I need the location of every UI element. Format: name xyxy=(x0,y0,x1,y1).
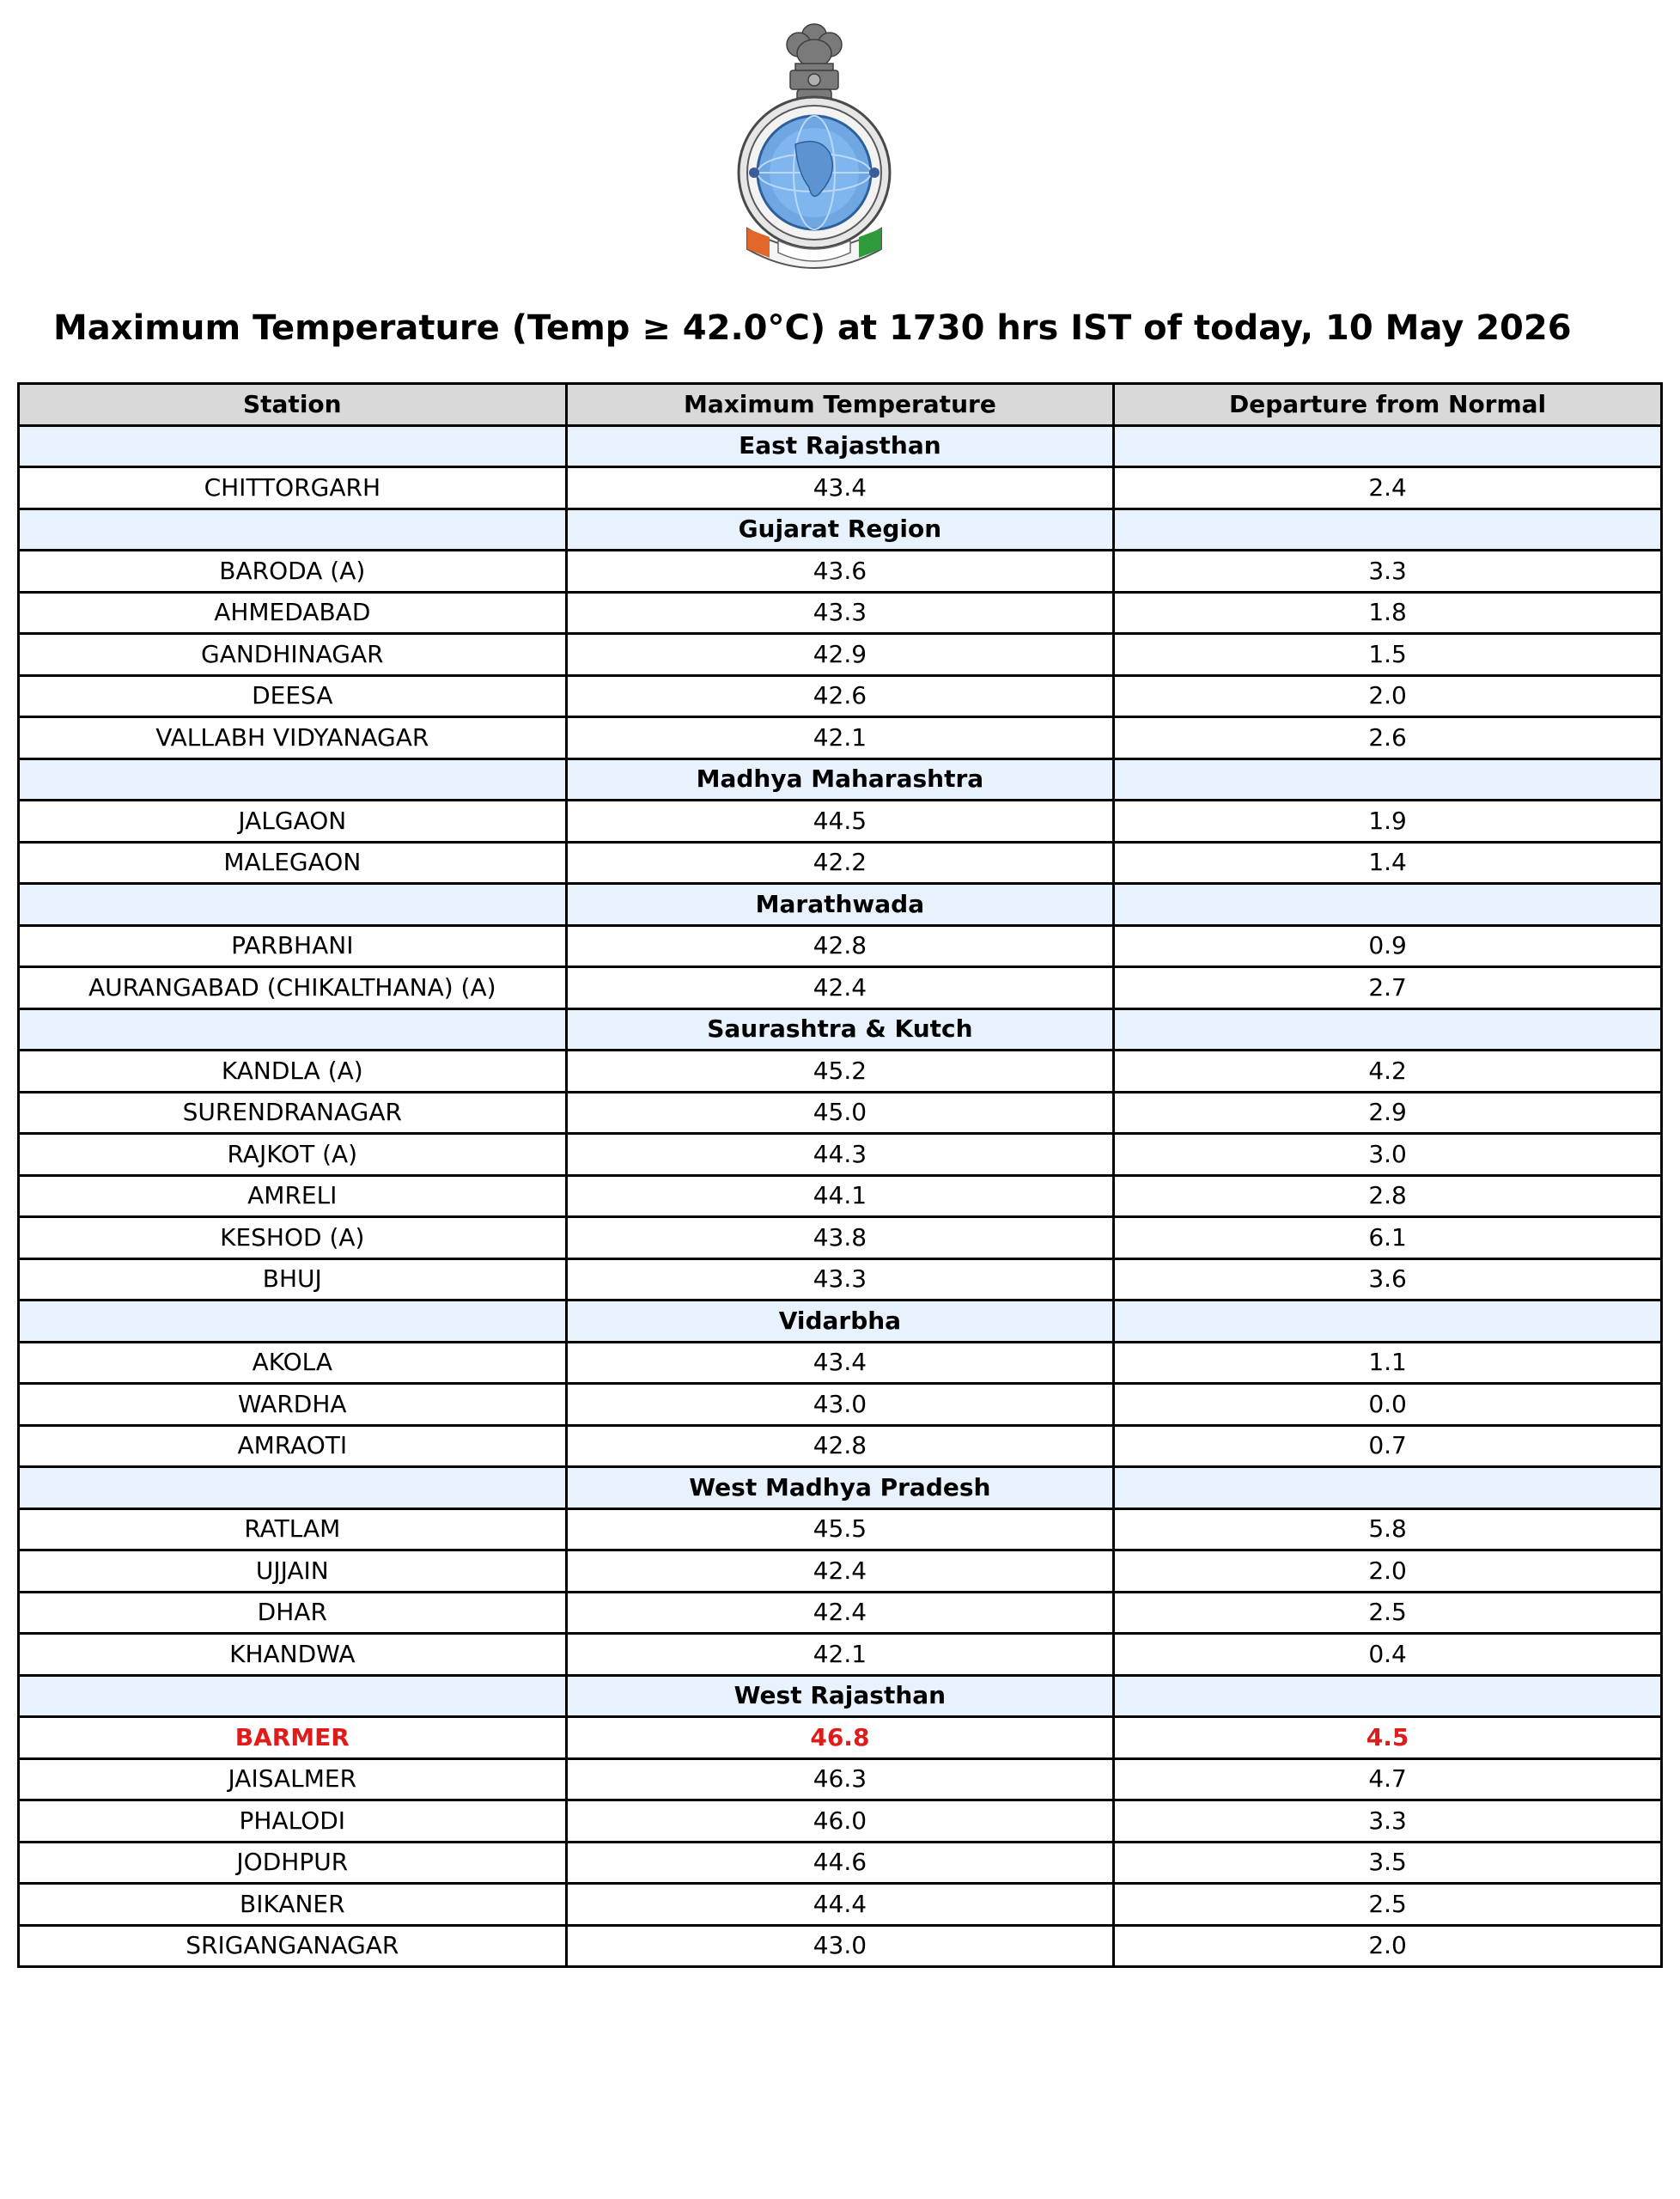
station-cell: AKOLA xyxy=(19,1342,567,1384)
region-cell-empty xyxy=(1114,1467,1662,1509)
region-name: East Rajasthan xyxy=(566,425,1114,467)
region-cell-empty xyxy=(19,425,567,467)
region-cell-empty xyxy=(1114,1008,1662,1051)
region-cell-empty xyxy=(1114,758,1662,801)
max-temperature-cell: 42.1 xyxy=(566,717,1114,759)
station-cell: AMRAOTI xyxy=(19,1425,567,1467)
max-temperature-cell: 43.4 xyxy=(566,1342,1114,1384)
table-row xyxy=(19,1258,1662,1301)
station-cell: JAISALMER xyxy=(19,1758,567,1800)
station-cell: BARODA (A) xyxy=(19,551,567,593)
table-row xyxy=(19,634,1662,676)
departure-cell: 2.9 xyxy=(1114,1092,1662,1134)
table-row xyxy=(19,1717,1662,1759)
region-cell-empty xyxy=(19,1675,567,1717)
station-cell: AHMEDABAD xyxy=(19,592,567,634)
max-temperature-cell: 46.0 xyxy=(566,1800,1114,1843)
station-cell: AURANGABAD (CHIKALTHANA) (A) xyxy=(19,967,567,1009)
region-cell-empty xyxy=(19,1467,567,1509)
imd-emblem-icon xyxy=(735,15,893,270)
page-title: Maximum Temperature (Temp ≥ 42.0°C) at 1730 hrs IST of today, 10 May 2026 xyxy=(53,308,1572,348)
table-row xyxy=(19,1634,1662,1676)
table-row xyxy=(19,1592,1662,1634)
departure-cell: 1.4 xyxy=(1114,842,1662,884)
table-body xyxy=(19,425,1662,1967)
region-name: Saurashtra & Kutch xyxy=(566,1008,1114,1051)
station-cell: KESHOD (A) xyxy=(19,1217,567,1259)
table-row xyxy=(19,842,1662,884)
departure-cell: 2.0 xyxy=(1114,1550,1662,1593)
departure-cell: 0.9 xyxy=(1114,925,1662,967)
max-temperature-cell: 45.2 xyxy=(566,1051,1114,1093)
station-cell: DEESA xyxy=(19,675,567,717)
table-row xyxy=(19,1800,1662,1843)
table-row xyxy=(19,717,1662,759)
max-temperature-cell: 46.8 xyxy=(566,1717,1114,1759)
table-row xyxy=(19,967,1662,1009)
max-temperature-cell: 43.4 xyxy=(566,467,1114,509)
departure-cell: 3.5 xyxy=(1114,1842,1662,1884)
region-cell-empty xyxy=(19,1301,567,1343)
departure-cell: 4.2 xyxy=(1114,1051,1662,1093)
region-cell-empty xyxy=(19,884,567,926)
max-temperature-cell: 42.1 xyxy=(566,1634,1114,1676)
region-cell-empty xyxy=(1114,1301,1662,1343)
table-row xyxy=(19,592,1662,634)
max-temperature-cell: 42.2 xyxy=(566,842,1114,884)
departure-cell: 1.5 xyxy=(1114,634,1662,676)
table-row xyxy=(19,675,1662,717)
region-cell-empty xyxy=(1114,509,1662,551)
region-row xyxy=(19,758,1662,801)
station-cell: BIKANER xyxy=(19,1884,567,1926)
region-row xyxy=(19,509,1662,551)
station-cell: RATLAM xyxy=(19,1508,567,1550)
departure-cell: 0.7 xyxy=(1114,1425,1662,1467)
table-row xyxy=(19,467,1662,509)
region-name: West Rajasthan xyxy=(566,1675,1114,1717)
departure-cell: 4.5 xyxy=(1114,1717,1662,1759)
station-cell: SRIGANGANAGAR xyxy=(19,1925,567,1967)
station-cell: SURENDRANAGAR xyxy=(19,1092,567,1134)
station-cell: RAJKOT (A) xyxy=(19,1134,567,1176)
region-cell-empty xyxy=(1114,884,1662,926)
max-temperature-cell: 44.6 xyxy=(566,1842,1114,1884)
station-cell: GANDHINAGAR xyxy=(19,634,567,676)
table-row xyxy=(19,1342,1662,1384)
max-temperature-cell: 45.5 xyxy=(566,1508,1114,1550)
table-row xyxy=(19,1134,1662,1176)
departure-cell: 4.7 xyxy=(1114,1758,1662,1800)
departure-cell: 0.4 xyxy=(1114,1634,1662,1676)
max-temperature-cell: 44.5 xyxy=(566,801,1114,843)
max-temperature-cell: 44.3 xyxy=(566,1134,1114,1176)
region-name: Madhya Maharashtra xyxy=(566,758,1114,801)
table-row xyxy=(19,801,1662,843)
station-cell: DHAR xyxy=(19,1592,567,1634)
departure-cell: 2.5 xyxy=(1114,1592,1662,1634)
region-row xyxy=(19,1675,1662,1717)
departure-cell: 5.8 xyxy=(1114,1508,1662,1550)
max-temperature-cell: 46.3 xyxy=(566,1758,1114,1800)
table-row xyxy=(19,551,1662,593)
departure-cell: 3.3 xyxy=(1114,1800,1662,1843)
max-temperature-cell: 42.9 xyxy=(566,634,1114,676)
departure-cell: 6.1 xyxy=(1114,1217,1662,1259)
table-row xyxy=(19,1550,1662,1593)
column-header-departure: Departure from Normal xyxy=(1114,384,1662,426)
table-row xyxy=(19,1051,1662,1093)
region-name: West Madhya Pradesh xyxy=(566,1467,1114,1509)
region-cell-empty xyxy=(1114,1675,1662,1717)
departure-cell: 2.0 xyxy=(1114,675,1662,717)
departure-cell: 2.6 xyxy=(1114,717,1662,759)
station-cell: KHANDWA xyxy=(19,1634,567,1676)
max-temperature-cell: 42.6 xyxy=(566,675,1114,717)
station-cell: BARMER xyxy=(19,1717,567,1759)
station-cell: BHUJ xyxy=(19,1258,567,1301)
departure-cell: 1.1 xyxy=(1114,1342,1662,1384)
station-cell: WARDHA xyxy=(19,1384,567,1426)
departure-cell: 1.8 xyxy=(1114,592,1662,634)
table-row xyxy=(19,925,1662,967)
departure-cell: 2.4 xyxy=(1114,467,1662,509)
departure-cell: 3.6 xyxy=(1114,1258,1662,1301)
column-header-station: Station xyxy=(19,384,567,426)
region-row xyxy=(19,884,1662,926)
region-row xyxy=(19,1008,1662,1051)
max-temperature-cell: 45.0 xyxy=(566,1092,1114,1134)
table-row xyxy=(19,1925,1662,1967)
table-row xyxy=(19,1425,1662,1467)
max-temperature-cell: 43.3 xyxy=(566,1258,1114,1301)
max-temperature-cell: 42.4 xyxy=(566,967,1114,1009)
station-cell: MALEGAON xyxy=(19,842,567,884)
region-name: Gujarat Region xyxy=(566,509,1114,551)
max-temperature-cell: 43.6 xyxy=(566,551,1114,593)
departure-cell: 2.7 xyxy=(1114,967,1662,1009)
table-row xyxy=(19,1384,1662,1426)
station-cell: AMRELI xyxy=(19,1175,567,1217)
region-cell-empty xyxy=(1114,425,1662,467)
max-temperature-cell: 42.8 xyxy=(566,925,1114,967)
departure-cell: 1.9 xyxy=(1114,801,1662,843)
station-cell: CHITTORGARH xyxy=(19,467,567,509)
column-header-max-temperature: Maximum Temperature xyxy=(566,384,1114,426)
station-cell: PARBHANI xyxy=(19,925,567,967)
table-row xyxy=(19,1175,1662,1217)
table-row xyxy=(19,1884,1662,1926)
max-temperature-cell: 43.0 xyxy=(566,1925,1114,1967)
max-temperature-cell: 42.8 xyxy=(566,1425,1114,1467)
table-row xyxy=(19,1758,1662,1800)
departure-cell: 2.5 xyxy=(1114,1884,1662,1926)
max-temperature-cell: 43.0 xyxy=(566,1384,1114,1426)
departure-cell: 3.3 xyxy=(1114,551,1662,593)
station-cell: KANDLA (A) xyxy=(19,1051,567,1093)
region-cell-empty xyxy=(19,758,567,801)
region-name: Vidarbha xyxy=(566,1301,1114,1343)
max-temperature-cell: 42.4 xyxy=(566,1592,1114,1634)
region-cell-empty xyxy=(19,509,567,551)
table-row xyxy=(19,1508,1662,1550)
departure-cell: 3.0 xyxy=(1114,1134,1662,1176)
max-temperature-cell: 43.3 xyxy=(566,592,1114,634)
region-row xyxy=(19,1467,1662,1509)
region-row xyxy=(19,425,1662,467)
station-cell: JODHPUR xyxy=(19,1842,567,1884)
max-temperature-cell: 44.4 xyxy=(566,1884,1114,1926)
table-row xyxy=(19,1842,1662,1884)
departure-cell: 0.0 xyxy=(1114,1384,1662,1426)
station-cell: PHALODI xyxy=(19,1800,567,1843)
region-row xyxy=(19,1301,1662,1343)
table-header-row xyxy=(19,384,1662,426)
departure-cell: 2.0 xyxy=(1114,1925,1662,1967)
station-cell: UJJAIN xyxy=(19,1550,567,1593)
station-cell: VALLABH VIDYANAGAR xyxy=(19,717,567,759)
region-cell-empty xyxy=(19,1008,567,1051)
max-temperature-cell: 44.1 xyxy=(566,1175,1114,1217)
table-row xyxy=(19,1217,1662,1259)
max-temperature-cell: 42.4 xyxy=(566,1550,1114,1593)
max-temperature-cell: 43.8 xyxy=(566,1217,1114,1259)
table-row xyxy=(19,1092,1662,1134)
station-cell: JALGAON xyxy=(19,801,567,843)
departure-cell: 2.8 xyxy=(1114,1175,1662,1217)
temperature-table xyxy=(17,382,1663,1968)
region-name: Marathwada xyxy=(566,884,1114,926)
